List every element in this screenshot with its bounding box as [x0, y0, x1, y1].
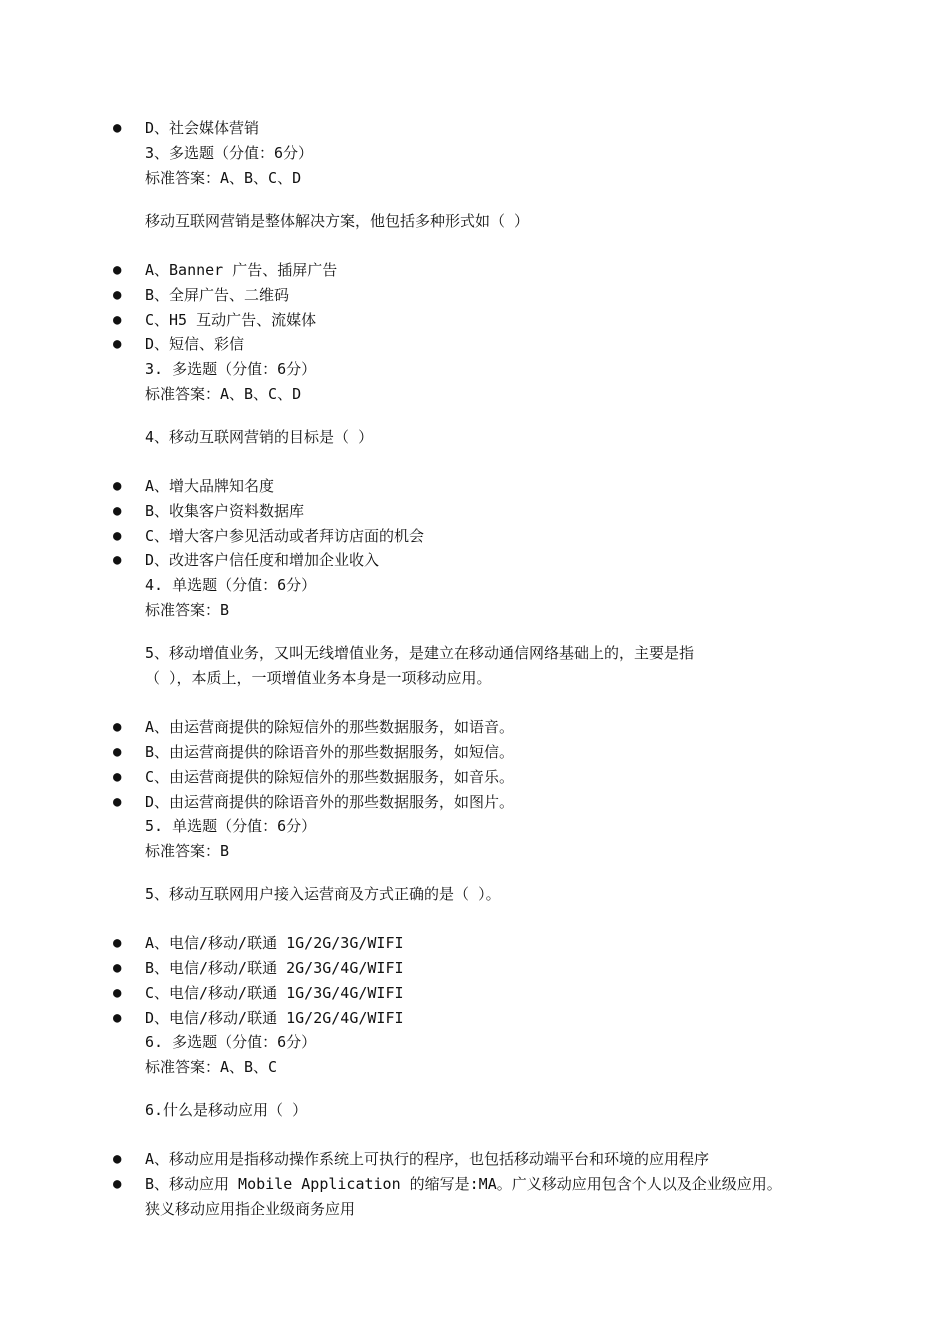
standard-answer: 标准答案：B — [145, 601, 230, 619]
question-type: 3、多选题（分值：6分） — [145, 144, 314, 162]
bullet-icon: ● — [113, 287, 122, 303]
question-type: 3. 多选题（分值：6分） — [145, 360, 317, 378]
option-text: A、由运营商提供的除短信外的那些数据服务，如语音。 — [145, 718, 515, 736]
question-type: 6. 多选题（分值：6分） — [145, 1033, 317, 1051]
option-text: C、由运营商提供的除短信外的那些数据服务，如音乐。 — [145, 768, 515, 786]
question-type: 4. 单选题（分值：6分） — [145, 576, 317, 594]
option-text: B、移动应用 Mobile Application 的缩写是:MA。广义移动应用包含个人以及企业级应用。 — [145, 1175, 782, 1193]
option-text: D、由运营商提供的除语音外的那些数据服务，如图片。 — [145, 793, 515, 811]
option-text: B、电信/移动/联通 2G/3G/4G/WIFI — [145, 959, 404, 977]
bullet-icon: ● — [113, 552, 122, 568]
option-text: D、社会媒体营销 — [145, 119, 260, 137]
option-text: B、全屏广告、二维码 — [145, 286, 290, 304]
option-text: A、移动应用是指移动操作系统上可执行的程序，也包括移动端平台和环境的应用程序 — [145, 1150, 710, 1168]
bullet-icon: ● — [113, 262, 122, 278]
option-text: A、Banner 广告、插屏广告 — [145, 261, 338, 279]
option-text: D、短信、彩信 — [145, 335, 245, 353]
option-text-continued: 狭义移动应用指企业级商务应用 — [145, 1200, 356, 1218]
question-text: 6.什么是移动应用（ ） — [145, 1101, 308, 1119]
bullet-icon: ● — [113, 1151, 122, 1167]
bullet-icon: ● — [113, 769, 122, 785]
question-text: 4、移动互联网营销的目标是（ ） — [145, 428, 374, 446]
option-text: C、H5 互动广告、流媒体 — [145, 311, 317, 329]
bullet-icon: ● — [113, 960, 122, 976]
standard-answer: 标准答案：A、B、C — [145, 1058, 278, 1076]
option-text: B、收集客户资料数据库 — [145, 502, 305, 520]
bullet-icon: ● — [113, 120, 122, 136]
bullet-icon: ● — [113, 744, 122, 760]
option-text: C、电信/移动/联通 1G/3G/4G/WIFI — [145, 984, 404, 1002]
standard-answer: 标准答案：A、B、C、D — [145, 169, 302, 187]
question-text: 5、移动增值业务，又叫无线增值业务，是建立在移动通信网络基础上的，主要是指 — [145, 644, 695, 662]
option-text: B、由运营商提供的除语音外的那些数据服务，如短信。 — [145, 743, 515, 761]
question-text-continued: （ ），本质上，一项增值业务本身是一项移动应用。 — [145, 669, 492, 687]
bullet-icon: ● — [113, 1010, 122, 1026]
bullet-icon: ● — [113, 794, 122, 810]
question-type: 5. 单选题（分值：6分） — [145, 817, 317, 835]
option-text: C、增大客户参见活动或者拜访店面的机会 — [145, 527, 425, 545]
standard-answer: 标准答案：B — [145, 842, 230, 860]
question-text: 5、移动互联网用户接入运营商及方式正确的是（ ）。 — [145, 885, 501, 903]
option-text: A、增大品牌知名度 — [145, 477, 275, 495]
bullet-icon: ● — [113, 336, 122, 352]
option-text: D、改进客户信任度和增加企业收入 — [145, 551, 380, 569]
bullet-icon: ● — [113, 1176, 122, 1192]
option-text: A、电信/移动/联通 1G/2G/3G/WIFI — [145, 934, 404, 952]
option-text: D、电信/移动/联通 1G/2G/4G/WIFI — [145, 1009, 404, 1027]
bullet-icon: ● — [113, 478, 122, 494]
bullet-icon: ● — [113, 719, 122, 735]
question-text: 移动互联网营销是整体解决方案，他包括多种形式如（ ） — [145, 212, 530, 230]
bullet-icon: ● — [113, 935, 122, 951]
bullet-icon: ● — [113, 985, 122, 1001]
standard-answer: 标准答案：A、B、C、D — [145, 385, 302, 403]
bullet-icon: ● — [113, 503, 122, 519]
bullet-icon: ● — [113, 312, 122, 328]
bullet-icon: ● — [113, 528, 122, 544]
